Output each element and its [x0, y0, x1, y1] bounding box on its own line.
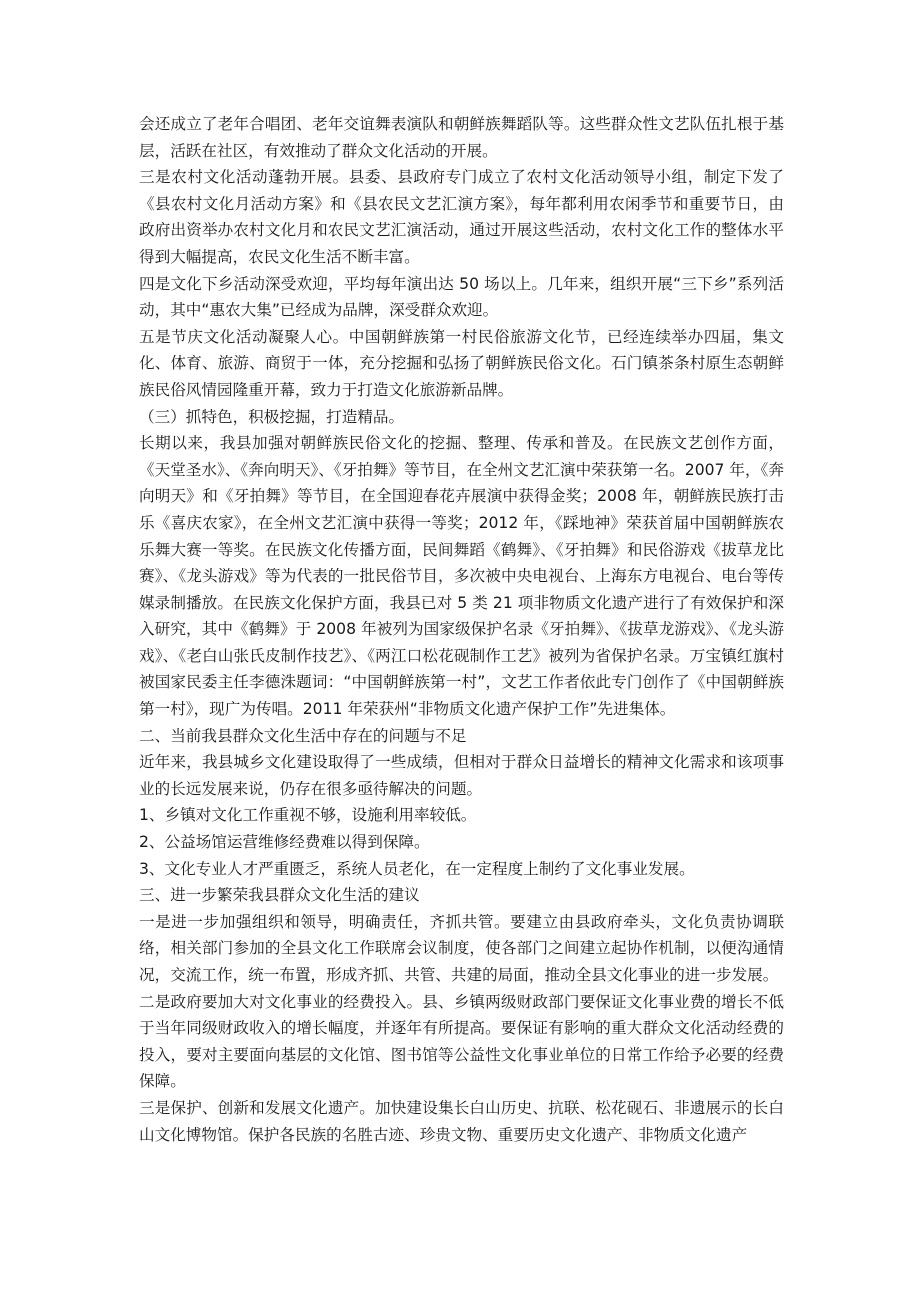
paragraph: 近年来，我县城乡文化建设取得了一些成绩，但相对于群众日益增长的精神文化需求和该项事业的长远发展来说，仍存在很多亟待解决的问题。	[139, 753, 784, 798]
section-heading: （三）抓特色，积极挖掘，打造精品。	[139, 407, 405, 426]
paragraph: 三是农村文化活动蓬勃开展。县委、县政府专门成立了农村文化活动领导小组，制定下发了《县农村文化月活动方案》和《县农民文艺汇演方案》，每年都利用农闲季节和重要节日，由政府出资举办农村文化月和农民文艺汇演活动，通过开展这些活动，农村文化工作的整体水平得到大幅提高，农民文化生活不断丰富。	[139, 168, 784, 266]
list-item: 1、乡镇对文化工作重视不够，设施利用率较低。	[139, 806, 477, 825]
paragraph: 二是政府要加大对文化事业的经费投入。县、乡镇两级财政部门要保证文化事业费的增长不低于当年同级财政收入的增长幅度，并逐年有所提高。要保证有影响的重大群众文化活动经费的投入，要对主要面向基层的文化馆、图书馆等公益性文化事业单位的日常工作给予必要的经费保障。	[139, 992, 784, 1091]
paragraph: 三是保护、创新和发展文化遗产。加快建设集长白山历史、抗联、松花砚石、非遗展示的长白山文化博物馆。保护各民族的名胜古迹、珍贵文物、重要历史文化遗产、非物质文化遗产	[139, 1098, 784, 1144]
list-item: 2、公益场馆运营维修经费难以得到保障。	[139, 833, 430, 852]
paragraph: 四是文化下乡活动深受欢迎，平均每年演出达 50 场以上。几年来，组织开展“三下乡”系列活动，其中“惠农大集”已经成为品牌，深受群众欢迎。	[139, 274, 784, 320]
paragraph: 长期以来，我县加强对朝鲜族民俗文化的挖掘、整理、传承和普及。在民族文艺创作方面，《天堂圣水》、《奔向明天》、《牙拍舞》等节目，在全州文艺汇演中荣获第一名。2007 年，《奔向明天》和《牙拍舞》等节目，在全国迎春花卉展演中获得金奖；2008 年，朝鲜族民族打击乐《喜庆农家》，在全州文艺汇演中获得一等奖；2012 年，《踩地神》荣获首届中国朝鲜族农乐舞大赛一等奖。在民族文化传播方面，民间舞蹈《鹤舞》、《牙拍舞》和民俗游戏《拔草龙比赛》、《龙头游戏》等为代表的一批民俗节目，多次被中央电视台、上海东方电视台、电台等传媒录制播放。在民族文化保护方面，我县已对 5 类 21 项非物质文化遗产进行了有效保护和深入研究，其中《鹤舞》于 2008 年被列为国家级保护名录《牙拍舞》、《拔草龙游戏》、《龙头游戏》、《老白山张氏皮制作技艺》、《两江口松花砚制作工艺》被列为省保护名录。万宝镇红旗村被国家民委主任李德洙题词：“中国朝鲜族第一村”，文艺工作者依此专门创作了《中国朝鲜族第一村》，现广为传唱。2011 年荣获州“非物质文化遗产保护工作”先进集体。	[139, 434, 784, 719]
paragraph: 五是节庆文化活动凝聚人心。中国朝鲜族第一村民俗旅游文化节，已经连续举办四届，集文化、体育、旅游、商贸于一体，充分挖掘和弘扬了朝鲜族民俗文化。石门镇茶条村原生态朝鲜族民俗风情园隆重开幕，致力于打造文化旅游新品牌。	[139, 327, 784, 399]
document-body	[139, 111, 784, 1148]
list-item: 3、文化专业人才严重匮乏，系统人员老化，在一定程度上制约了文化事业发展。	[139, 859, 695, 878]
paragraph: 会还成立了老年合唱团、老年交谊舞表演队和朝鲜族舞蹈队等。这些群众性文艺队伍扎根于基层，活跃在社区，有效推动了群众文化活动的开展。	[139, 115, 784, 160]
section-heading: 三、进一步繁荣我县群众文化生活的建议	[139, 886, 420, 905]
section-heading: 二、当前我县群众文化生活中存在的问题与不足	[139, 726, 467, 745]
paragraph: 一是进一步加强组织和领导，明确责任，齐抓共管。要建立由县政府牵头，文化负责协调联络，相关部门参加的全县文化工作联席会议制度，使各部门之间建立起协作机制，以便沟通情况，交流工作，统一布置，形成齐抓、共管、共建的局面，推动全县文化事业的进一步发展。	[139, 912, 784, 984]
